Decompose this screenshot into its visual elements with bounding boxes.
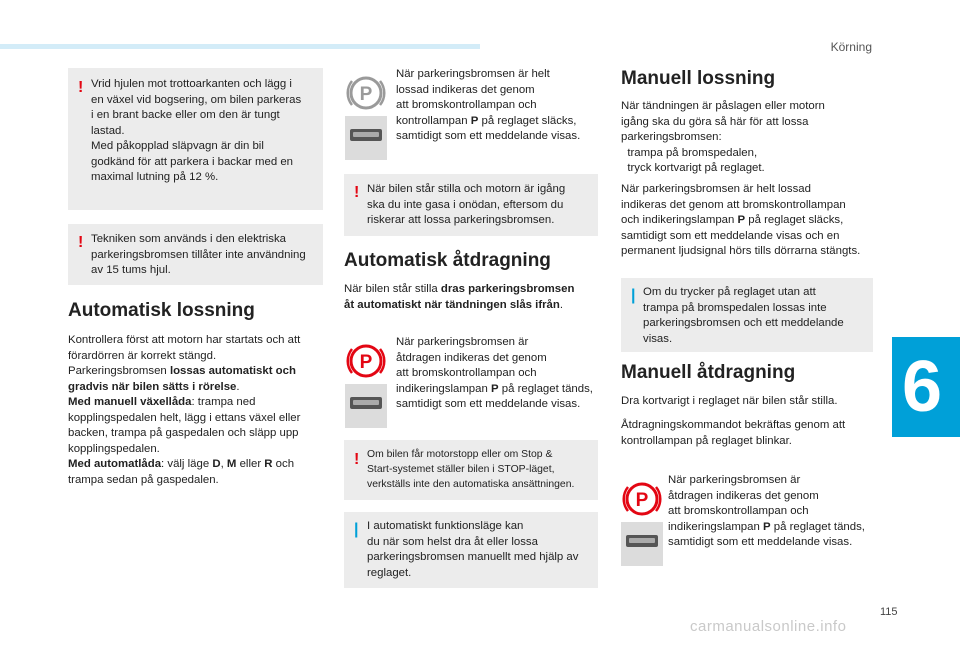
info-text-2: Om du trycker på reglaget utan att trampa på bromspedalen lossas inte parkeringsbromsen och ett meddelande visas.	[643, 286, 844, 345]
watermark: carmanualsonline.info	[690, 618, 847, 635]
info-bar-icon: |	[354, 521, 359, 538]
parking-brake-applied-pictogram	[620, 478, 664, 568]
manuell-atdragning-body-2: Åtdragningskommandot bekräftas genom att kontrollampan på reglaget blinkar.	[621, 419, 846, 447]
svg-text:P: P	[359, 352, 373, 373]
parking-brake-applied-pictogram	[344, 340, 388, 430]
heading-manuell-lossning: Manuell lossning	[621, 68, 776, 89]
automatisk-atdragning-intro: När bilen står stilla dras parkeringsbromsen åt automatiskt när tändningen slås ifrån.	[344, 283, 575, 311]
info-bar-icon: |	[631, 287, 636, 304]
svg-text:P: P	[359, 84, 373, 105]
chapter-tab: 6	[892, 337, 960, 437]
heading-automatisk-atdragning: Automatisk åtdragning	[344, 250, 551, 271]
parking-brake-released-icon	[344, 72, 388, 162]
section-title: Körning	[830, 40, 872, 54]
warning-exclamation-icon: !	[354, 451, 360, 468]
warning-exclamation-icon: !	[78, 79, 84, 96]
manuell-lossning-body: När tändningen är påslagen eller motorn igång ska du göra så här för att lossa parkeringsbromsen: trampa på bromspedalen, tryck kortvarigt på reglaget.	[621, 100, 825, 174]
automatisk-lossning-body: Kontrollera först att motorn har startats och att förardörren är korrekt stängd. Parkeringsbromsen lossas automatiskt och gradvis när bilen sätts i rörelse. Med manuell växellåda: trampa ned kopplingspedalen helt, lägg i ettans växel eller backen, trampa på gaspedalen och släpp upp kopplingspedalen. Med automatlåda: välj läge D, M eller R och trampa sedan på gaspedalen.	[68, 334, 301, 486]
warning-text-1: Vrid hjulen mot trottoarkanten och lägg i en växel vid bogsering, om bilen parkeras i en brant backe eller om den är tungt lastad. Med påkopplad släpvagn är din bil godkänd för att parkera i backar med en maximal lutning på 12 %.	[91, 78, 302, 183]
pictogram-3-text: När parkeringsbromsen är åtdragen indikeras det genom att bromskontrollampan och indikeringslampan P på reglaget tänds, samtidigt som ett meddelande visas.	[668, 474, 865, 548]
parking-brake-applied-icon	[620, 478, 664, 568]
header-accent-bar	[0, 44, 480, 49]
manuell-lossning-body-2: När parkeringsbromsen är helt lossad indikeras det genom att bromskontrollampan och indikeringslampan P på reglaget släcks, samtidigt som ett meddelande visas och en permanent ljudsignal hörs tills dörrarna stängts.	[621, 183, 861, 257]
parking-brake-applied-icon	[344, 340, 388, 430]
warning-exclamation-icon: !	[78, 234, 84, 251]
warning-text-4: Om bilen får motorstopp eller om Stop & Start-systemet ställer bilen i STOP-läget, verkställs inte den automatiska ansättningen.	[367, 449, 575, 490]
warning-exclamation-icon: !	[354, 184, 360, 201]
warning-text-2: Tekniken som används i den elektriska parkeringsbromsen tillåter inte användning av 15 tums hjul.	[91, 233, 306, 276]
parking-brake-released-pictogram	[344, 72, 388, 162]
warning-text-3: När bilen står stilla och motorn är igång ska du inte gasa i onödan, eftersom du riskerar att lossa parkeringsbromsen.	[367, 183, 566, 226]
svg-text:P: P	[635, 490, 649, 511]
pictogram-1-text: När parkeringsbromsen är helt lossad indikeras det genom att bromskontrollampan och kontrollampan P på reglaget släcks, samtidigt som ett meddelande visas.	[396, 68, 581, 142]
page-number: 115	[880, 606, 898, 618]
manuell-atdragning-body: Dra kortvarigt i reglaget när bilen står stilla.	[621, 395, 838, 407]
info-text-1: I automatiskt funktionsläge kan du när som helst dra åt eller lossa parkeringsbromsen manuellt med hjälp av reglaget.	[367, 520, 579, 579]
pictogram-2-text: När parkeringsbromsen är åtdragen indikeras det genom att bromskontrollampan och indikeringslampan P på reglaget tänds, samtidigt som ett meddelande visas.	[396, 336, 593, 410]
heading-automatisk-lossning: Automatisk lossning	[68, 300, 255, 321]
heading-manuell-atdragning: Manuell åtdragning	[621, 362, 796, 383]
